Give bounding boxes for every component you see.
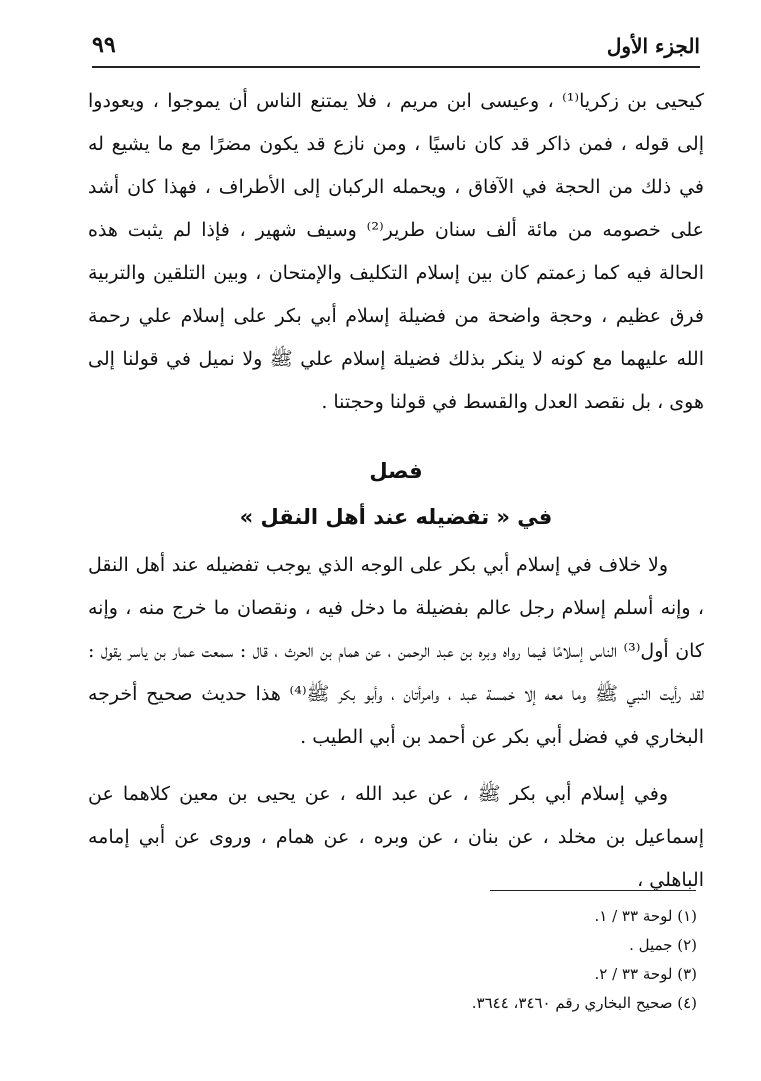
footnotes [297, 902, 697, 1018]
footnote-4: (٤) صحيح البخاري رقم ٣٤٦٠، ٣٦٤٤. [471, 994, 697, 1012]
header-divider [92, 66, 700, 68]
footnote-1: (١) لوحة ٣٣ / ١. [594, 907, 697, 925]
section-subheading: في « تفضيله عند أهل النقل » [239, 505, 553, 529]
running-header [92, 30, 700, 64]
paragraph-2: ولا خلاف في إسلام أبي بكر على الوجه الذي يوجب تفضيله عند أهل النقل ، وإنه أسلم إسلام رجل عالم بفضيلة ما دخل فيه ، ونقصان ما خرج منه ، وإنه كان أول⁽³⁾ الناس إسلامًا فيما رواه وبره بن عبد الرحمن ، عن همام بن الحرث ، قال : سمعت عمار بن ياسر يقول : لقد رأيت النبي ﷺ وما معه إلا خمسة عبد ، وامرأتان ، وأبو بكر ﷺ⁽⁴⁾ هذا حديث صحيح أخرجه البخاري في فضل أبي بكر عن أحمد بن أبي الطيب . [88, 554, 704, 748]
section-heading: فصل [369, 459, 423, 483]
page-number: ٩٩ [92, 32, 116, 58]
volume-title: الجزء الأول [606, 34, 700, 58]
main-text [88, 80, 704, 902]
footnote-2: (٢) جميل . [629, 936, 697, 954]
paragraph-1: كيحيى بن زكريا⁽¹⁾ ، وعيسى ابن مريم ، فلا يمتنع الناس أن يموجوا ، ويعودوا إلى قوله ، فمن ذاكر قد كان ناسيًا ، ومن نازع قد يكون مضرًا مع ما يشيع له في ذلك من الحجة في الآفاق ، ويحمله الركبان إلى الأطراف ، فهذا كان أشد على خصومه من مائة ألف سنان طرير⁽²⁾ وسيف شهير ، فإذا لم يثبت هذه الحالة فيه كما زعمتم كان بين إسلام التكليف والإمتحان ، وبين التلقين والتربية فرق عظيم ، وحجة واضحة من فضيلة إسلام أبي بكر على إسلام علي رحمة الله عليهما مع كونه لا ينكر بذلك فضيلة إسلام علي ﷺ ولا نميل في قولنا إلى هوى ، بل نقصد العدل والقسط في قولنا وحجتنا . [88, 90, 705, 413]
paragraph-3: وفي إسلام أبي بكر ﷺ ، عن عبد الله ، عن يحيى بن معين كلاهما عن إسماعيل بن مخلد ، عن بنان ، عن وبره ، عن همام ، وروى عن أبي إمامه الباهلي ، [88, 783, 704, 891]
footnote-3: (٣) لوحة ٣٣ / ٢. [594, 965, 697, 983]
footnote-divider [490, 890, 696, 891]
